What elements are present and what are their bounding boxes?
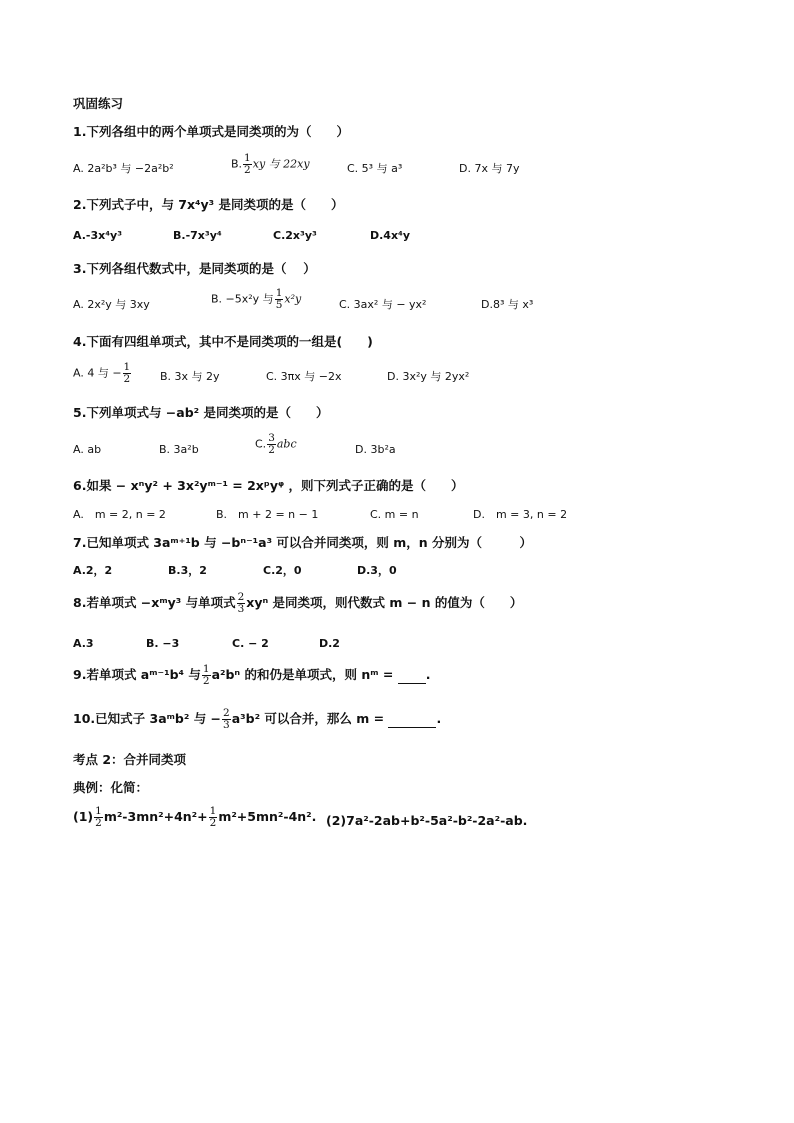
q5-option-d: D. 3b²a [355,443,396,456]
q5-c-num: 3 [268,432,275,444]
ex1-fraction-2 [209,806,218,829]
section-title: 巩固练习 [73,96,124,111]
q1-option-a: A. 2a²b³ 与 −2a²b² [73,162,174,175]
question-3-stem: 3.下列各组代数式中，是同类项的是（ ） [73,261,316,276]
q4-option-a [73,362,132,385]
ex1-pre: (1) [73,809,94,824]
q9-post: a²bⁿ 的和仍是单项式，则 nᵐ = [211,667,398,682]
q4-a-fraction [123,362,132,385]
q8-option-a: A.3 [73,637,94,650]
q6-option-a: A. m = 2, n = 2 [73,508,166,521]
q8-fraction [237,592,246,615]
q10-pre: 10.已知式子 3aᵐb² 与 − [73,711,222,726]
q3-option-a: A. 2x²y 与 3xy [73,298,150,311]
example-1 [73,806,316,829]
example-label: 典例：化简： [73,780,149,795]
q5-option-c [255,433,297,456]
q4-option-d: D. 3x²y 与 2yx² [387,370,470,383]
question-5-stem: 5.下列单项式与 −ab² 是同类项的是（ ） [73,405,329,420]
q2-option-d: D.4x⁴y [370,229,411,242]
ex1-d1: 2 [95,817,102,829]
ex1-d2: 2 [209,817,217,829]
q3-option-d: D.8³ 与 x³ [481,298,534,311]
q6-option-b: B. m + 2 = n − 1 [216,508,319,521]
q4-option-c: C. 3πx 与 −2x [266,370,342,383]
q9-answer-blank[interactable] [398,667,426,684]
q3-option-b [211,288,301,311]
ex1-fraction-1 [94,806,103,829]
q8-option-b: B. −3 [146,637,180,650]
q8-den: 3 [237,603,245,615]
q2-option-b: B.-7x³y⁴ [173,229,222,242]
q4-a-pre: A. 4 与 − [73,366,122,380]
q10-post: a³b² 可以合并，那么 m = [231,711,389,726]
q6-option-c: C. m = n [370,508,419,521]
question-2-stem: 2.下列式子中，与 7x⁴y³ 是同类项的是（ ） [73,197,344,212]
q1-option-b [231,153,310,176]
q5-c-fraction [267,433,276,456]
q2-option-a: A.-3x⁴y³ [73,229,123,242]
q9-num: 1 [202,663,210,675]
q3-option-c: C. 3ax² 与 − yx² [339,298,427,311]
q3-b-tail: x²y [284,292,302,306]
q3-b-den: 5 [275,299,283,311]
q1-option-c: C. 5³ 与 a³ [347,162,403,175]
q8-stem-post: xyⁿ 是同类项，则代数式 m − n 的值为（ ） [246,595,523,610]
q1-option-d: D. 7x 与 7y [459,162,520,175]
q8-stem-pre: 8.若单项式 −xᵐy³ 与单项式 [73,595,236,610]
q5-c-tail: abc [276,437,297,451]
question-10-stem [73,708,441,731]
ex1-n2: 1 [209,805,217,817]
q8-option-d: D.2 [319,637,340,650]
q10-end: . [436,711,442,726]
q1-b-tail: xy 与 22xy [252,157,310,171]
q10-answer-blank[interactable] [388,711,436,728]
question-4-stem: 4.下面有四组单项式，其中不是同类项的一组是( ) [73,334,373,349]
q10-fraction [222,708,231,731]
q9-fraction [202,664,211,687]
q9-den: 2 [202,675,210,687]
q10-num: 2 [223,707,230,719]
q2-option-c: C.2x³y³ [273,229,317,242]
q7-option-c: C.2，0 [263,564,302,577]
question-7-stem: 7.已知单项式 3aᵐ⁺¹b 与 −bⁿ⁻¹a³ 可以合并同类项，则 m，n 分别为（ ） [73,535,533,550]
q3-b-num: 1 [275,287,283,299]
q7-option-a: A.2，2 [73,564,113,577]
q8-num: 2 [237,591,245,603]
q3-b-fraction [275,288,284,311]
ex1-mid: m²-3mn²+4n²+ [103,809,208,824]
q4-a-num: 1 [123,361,131,373]
q8-option-c: C. − 2 [232,637,269,650]
example-2: (2)7a²-2ab+b²-5a²-b²-2a²-ab. [326,813,528,828]
q5-c-pre: C. [255,437,267,451]
question-1-stem: 1.下列各组中的两个单项式是同类项的为（ ） [73,124,349,139]
q5-option-a: A. ab [73,443,102,456]
question-9-stem [73,664,430,687]
q6-option-d: D. m = 3, n = 2 [473,508,568,521]
question-6-stem: 6.如果 − xⁿy² + 3x²yᵐ⁻¹ = 2xᵖyᵠ ，则下列式子正确的是（ ） [73,478,464,493]
q9-pre: 9.若单项式 aᵐ⁻¹b⁴ 与 [73,667,201,682]
q5-option-b: B. 3a²b [159,443,199,456]
q7-option-d: D.3，0 [357,564,397,577]
q1-b-label: B. [231,157,243,171]
question-8-stem [73,592,522,615]
q1-b-num: 1 [244,152,251,164]
q1-b-den: 2 [244,164,251,176]
ex1-n1: 1 [95,805,102,817]
q4-a-den: 2 [123,373,131,385]
section-kaodian-2: 考点 2：合并同类项 [73,752,187,767]
q4-option-b: B. 3x 与 2y [160,370,220,383]
q7-option-b: B.3，2 [168,564,207,577]
ex1-post: m²+5mn²-4n². [218,809,317,824]
q3-b-pre: B. −5x²y 与 [211,292,274,306]
q1-b-fraction [243,153,252,176]
q10-den: 3 [223,719,230,731]
q9-end: . [425,667,431,682]
q5-c-den: 2 [268,444,275,456]
